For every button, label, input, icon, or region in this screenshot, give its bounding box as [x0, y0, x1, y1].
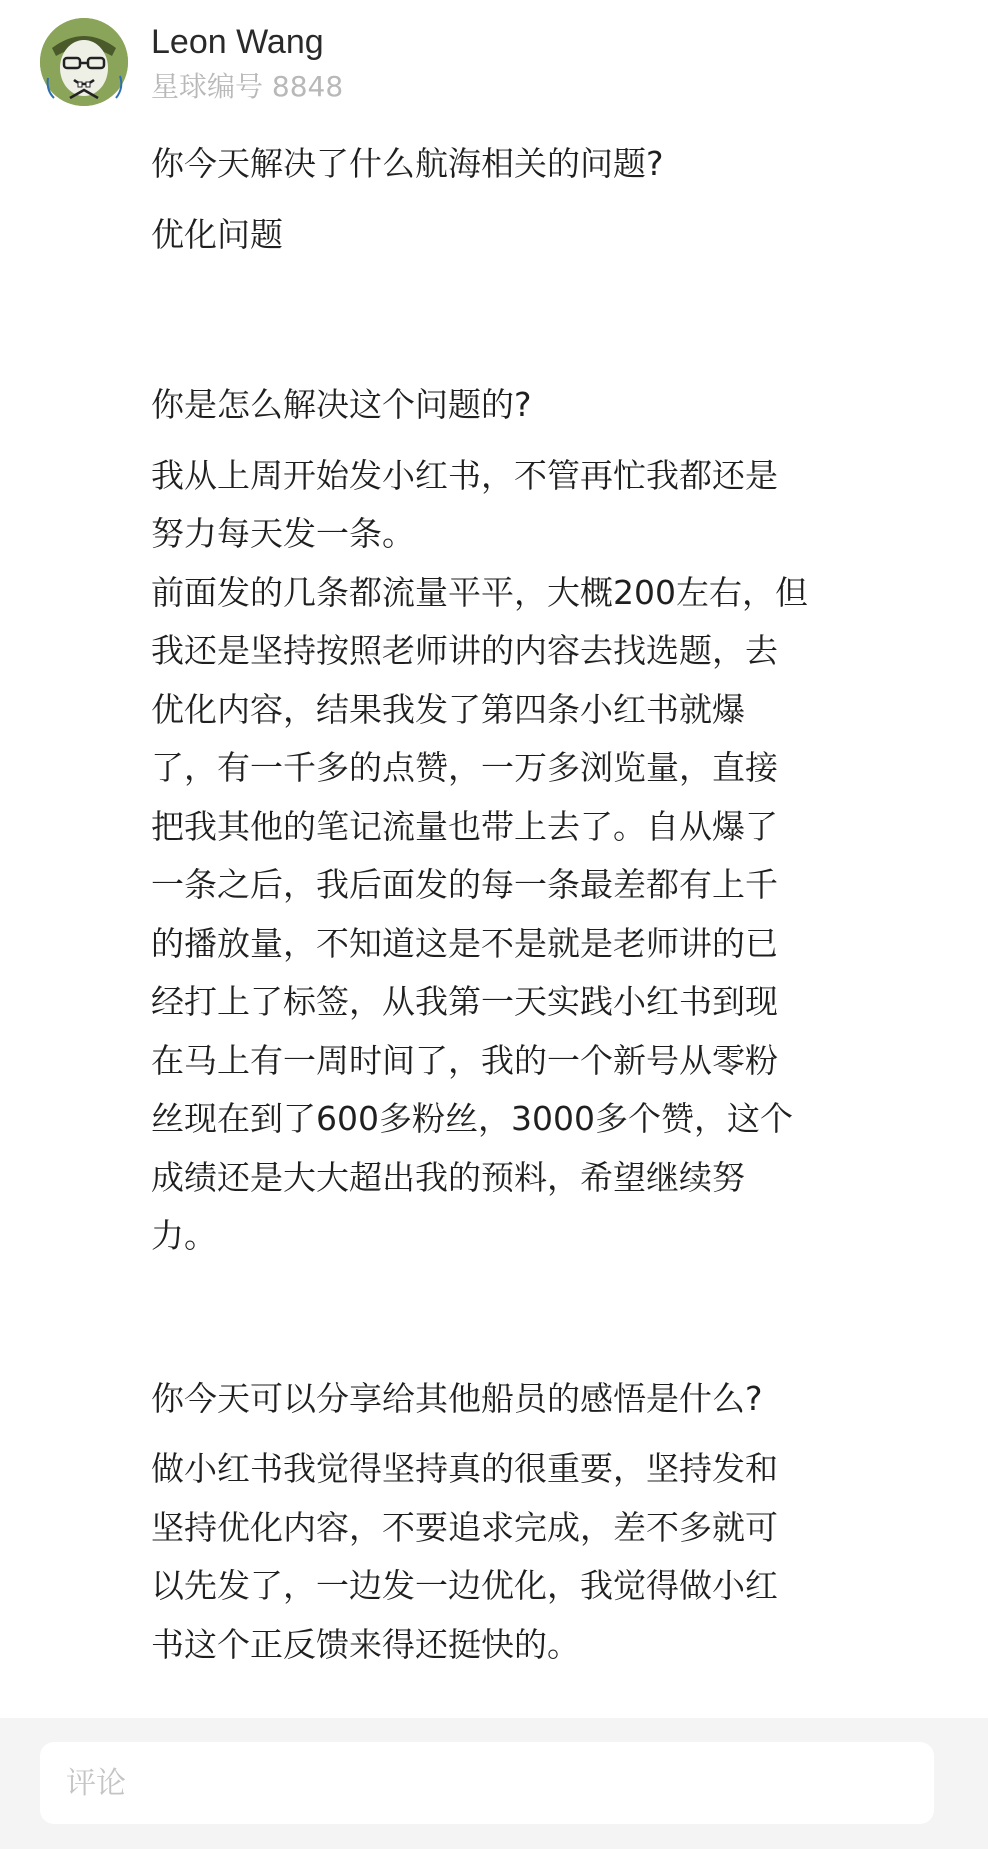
answer-3: 做小红书我觉得坚持真的很重要，坚持发和 坚持优化内容，不要追求完成，差不多就可 以先发了，一边发一边优化，我觉得做小红 书这个正反馈来得还挺快的。: [151, 1449, 778, 1664]
question-3: 你今天可以分享给其他船员的感悟是什么?: [151, 1378, 763, 1418]
question-2: 你是怎么解决这个问题的?: [151, 385, 532, 424]
author-name[interactable]: Leon Wang: [151, 23, 324, 61]
answer-1: 优化问题: [151, 214, 283, 254]
answer-2: 我从上周开始发小红书，不管再忙我都还是 努力每天发一条。 前面发的几条都流量平平，大概200左右，但 我还是坚持按照老师讲的内容去找选题，去 优化内容，结果我发了第四条小红书就爆 了，有一千多的点赞，一万多浏览量，直接 把我其他的笔记流量也带上去了。自从爆了 一条之后，我后面发的每一条最差都有上千 的播放量，不知道这是不是就是老师讲的已 经打上了标签，从我第一天实践小红书到现 在马上有一周时间了，我的一个新号从零粉 丝现在到了600多粉丝，3000多个赞，这个 成绩还是大大超出我的预料，希望继续努 力。: [151, 455, 808, 1255]
comment-bar: [0, 1718, 988, 1849]
post-content: [151, 135, 911, 1833]
question-1: 你今天解决了什么航海相关的问题?: [151, 144, 664, 183]
avatar[interactable]: [40, 18, 128, 106]
member-id: 星球编号 8848: [151, 70, 344, 103]
avatar-cartoon-icon: [40, 18, 128, 106]
comment-input[interactable]: [40, 1742, 934, 1824]
author-header: [40, 18, 940, 108]
